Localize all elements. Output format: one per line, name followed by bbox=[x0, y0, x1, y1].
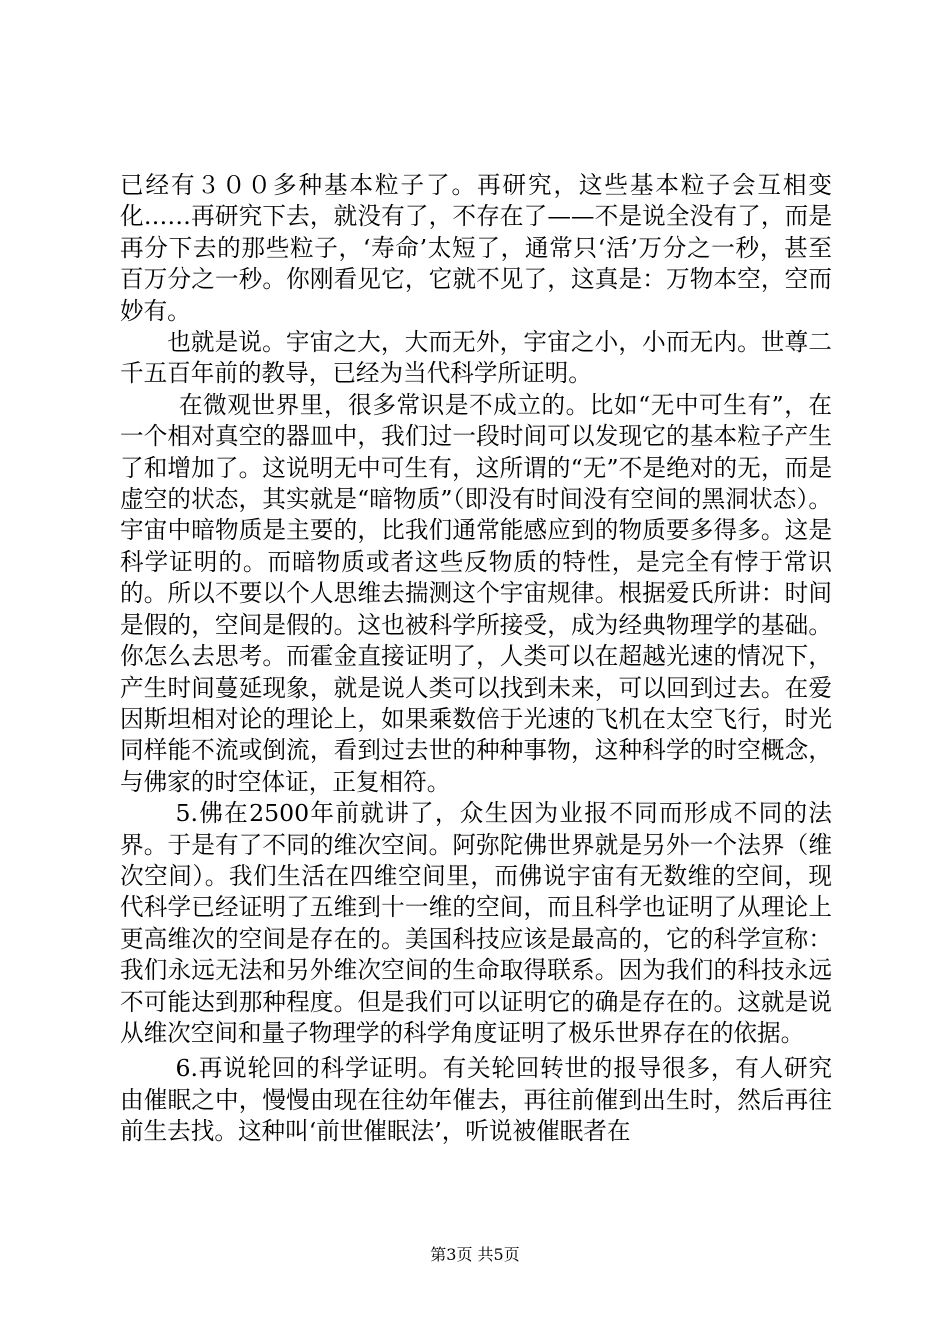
paragraph-dimensions: 5.佛在2500年前就讲了，众生因为业报不同而形成不同的法界。于是有了不同的维次空间。阿弥陀佛世界就是另外一个法界（维次空间）。我们生活在四维空间里，而佛说宇宙有无数维的空间，现代科学已经证明了五维到十一维的空间，而且科学也证明了从理论上更高维次的空间是存在的。美国科技应该是最高的，它的科学宣称：我们永远无法和另外维次空间的生命取得联系。因为我们的科技永远不可能达到那种程度。但是我们可以证明它的确是存在的。这就是说从维次空间和量子物理学的科学角度证明了极乐世界存在的依据。 bbox=[120, 799, 832, 1047]
page-footer: 第3页 共5页 bbox=[430, 1245, 520, 1264]
paragraph-reincarnation: 6.再说轮回的科学证明。有关轮回转世的报导很多，有人研究由催眠之中，慢慢由现在往幼年催去，再往前催到出生时，然后再往前生去找。这种叫‘前世催眠法’，听说被催眠者在 bbox=[120, 1054, 832, 1146]
document-body bbox=[120, 170, 832, 1148]
paragraph-micro-world: 在微观世界里，很多常识是不成立的。比如“无中可生有”，在一个相对真空的器皿中，我们过一段时间可以发现它的基本粒子产生了和增加了。这说明无中可生有，这所谓的“无”不是绝对的无，而是虚空的状态，其实就是“暗物质”（即没有时间没有空间的黑洞状态）。宇宙中暗物质是主要的，比我们通常能感应到的物质要多得多。这是科学证明的。而暗物质或者这些反物质的特性，是完全有悖于常识的。所以不要以个人思维去揣测这个宇宙规律。根据爱氏所讲：时间是假的，空间是假的。这也被科学所接受，成为经典物理学的基础。你怎么去思考。而霍金直接证明了，人类可以在超越光速的情况下，产生时间蔓延现象，就是说人类可以找到未来，可以回到过去。在爱因斯坦相对论的理论上，如果乘数倍于光速的飞机在太空飞行，时光同样能不流或倒流，看到过去世的种种事物，这种科学的时空概念，与佛家的时空体证，正复相符。 bbox=[120, 390, 832, 796]
paragraph-particles: 已经有３００多种基本粒子了。再研究，这些基本粒子会互相变化……再研究下去，就没有了，不存在了——不是说全没有了，而是再分下去的那些粒子，‘寿命’太短了，通常只‘活’万分之一秒，甚至百万分之一秒。你刚看见它，它就不见了，这真是：万物本空，空而妙有。 bbox=[120, 171, 832, 325]
paragraph-universe: 也就是说。宇宙之大，大而无外，宇宙之小，小而无内。世尊二千五百年前的教导，已经为当代科学所证明。 bbox=[120, 328, 832, 388]
